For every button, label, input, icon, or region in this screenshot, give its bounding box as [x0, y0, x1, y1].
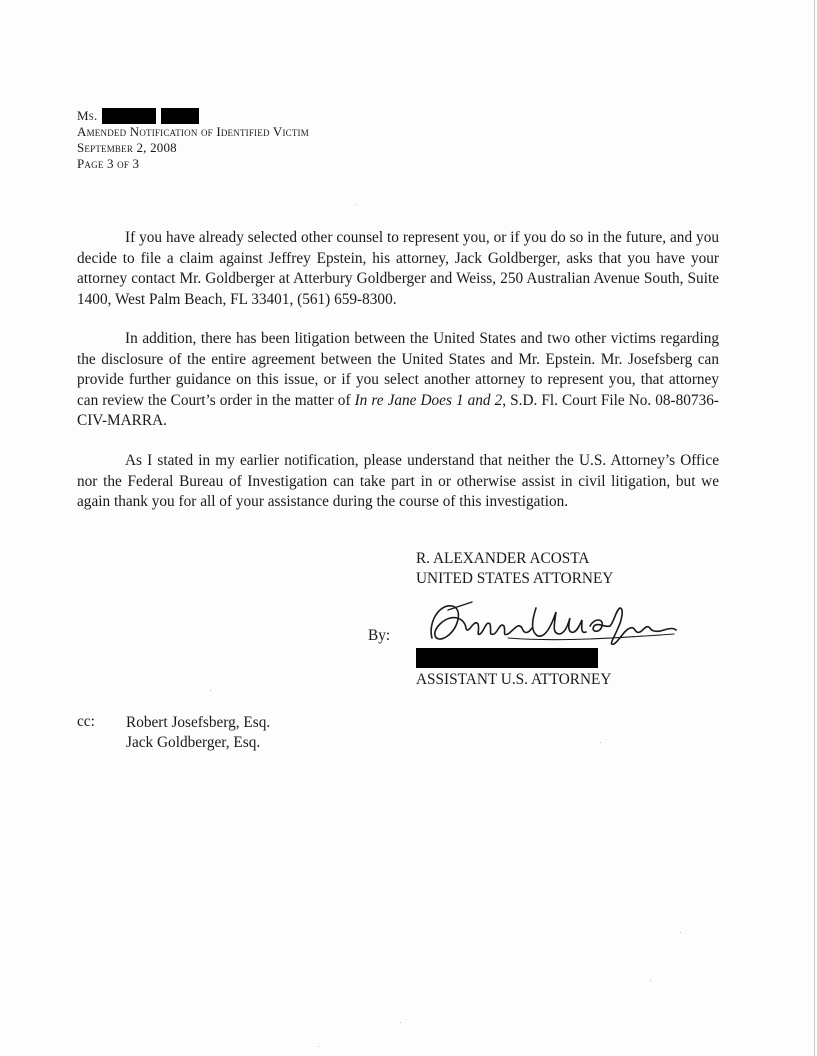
scan-speck — [210, 690, 211, 691]
scan-speck — [600, 742, 601, 743]
paragraph-2-end: , S.D. Fl. Court File No. 08-80736-CIV-MARRA. — [77, 391, 719, 429]
redacted-first-name — [102, 108, 156, 124]
signature-block — [416, 549, 613, 589]
by-label: By: — [368, 627, 391, 644]
scan-speck — [356, 204, 357, 205]
subject-line: Amended Notification of Identified Victim — [77, 124, 309, 139]
salutation: Ms. — [77, 108, 98, 123]
cc-recipient-list — [126, 713, 270, 753]
paragraph-3: As I stated in my earlier notification, please understand that neither the U.S. Attorney’s Office nor the Federal Bureau of Investigation can take part in or otherwise assist in civil litigation, but we again thank you for all of your assistance during the course of this investigation. — [77, 452, 719, 510]
page-number: Page 3 of 3 — [77, 156, 140, 171]
signatory-name: R. ALEXANDER ACOSTA — [416, 550, 590, 567]
paragraph-2 — [77, 329, 719, 432]
scan-edge-line — [814, 0, 815, 1056]
cc-recipient: Jack Goldberger, Esq. — [126, 734, 261, 751]
date-line: September 2, 2008 — [77, 140, 177, 155]
paragraph-2-start: In addition, there has been litigation between the United States and two other victims regarding the disclosure of the entire agreement between the United States and Mr. Epstein. Mr. Josefsberg can provide further guidance on this issue, or if you select another attorney to represent you, that attorney can review the Court’s order in the matter of — [77, 330, 719, 409]
cc-recipient: Robert Josefsberg, Esq. — [126, 714, 271, 731]
scan-speck — [318, 1046, 319, 1047]
letter-header — [77, 108, 309, 172]
scan-speck — [400, 1022, 401, 1023]
cc-label: cc: — [77, 713, 95, 730]
redacted-signer-name — [416, 648, 598, 668]
paragraph-1: If you have already selected other counsel to represent you, or if you do so in the future, and you decide to file a claim against Jeffrey Epstein, his attorney, Jack Goldberger, asks that you have your attorney contact Mr. Goldberger at Atterbury Goldberger and Weiss, 250 Australian Avenue South, Suite 1400, West Palm Beach, FL 33401, (561) 659-8300. — [77, 229, 719, 308]
scan-speck — [650, 980, 651, 981]
signer-title: ASSISTANT U.S. ATTORNEY — [416, 671, 612, 688]
salutation-line — [77, 108, 309, 124]
scan-speck — [680, 932, 681, 933]
signatory-title: UNITED STATES ATTORNEY — [416, 570, 614, 587]
redacted-last-name — [161, 108, 199, 124]
handwritten-signature — [418, 594, 680, 650]
case-name: In re Jane Does 1 and 2 — [354, 391, 503, 409]
